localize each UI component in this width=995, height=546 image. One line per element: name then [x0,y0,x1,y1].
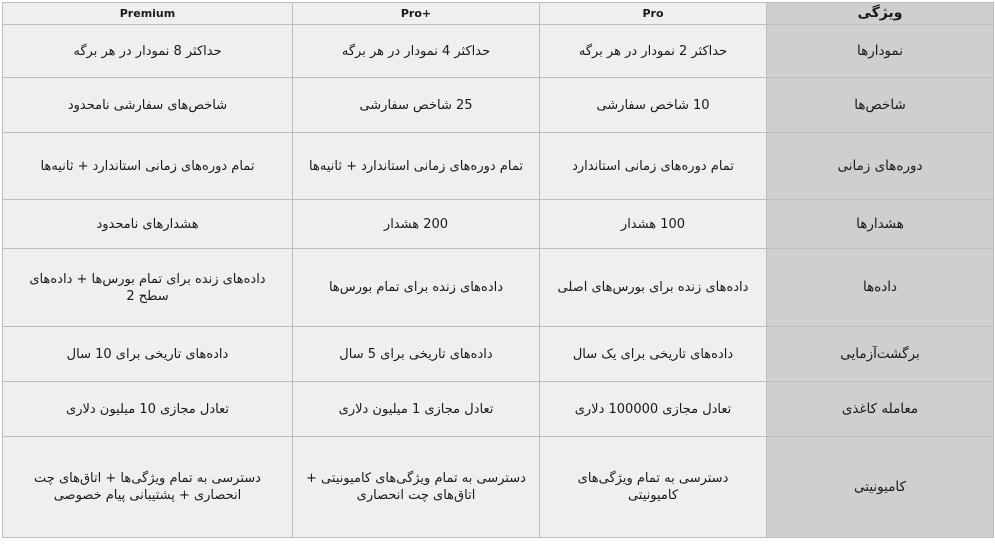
header-row [3,3,994,25]
table-row [3,133,994,200]
premium-cell: شاخص‌های سفارشی نامحدود [3,78,293,133]
pro-cell: حداکثر 2 نمودار در هر برگه [540,25,767,78]
proplus-cell: تعادل مجازی 1 میلیون دلاری [293,382,540,437]
feature-cell: داده‌ها [767,249,994,327]
premium-cell: هشدارهای نامحدود [3,200,293,249]
table-row [3,382,994,437]
pro-cell: 10 شاخص سفارشی [540,78,767,133]
table-row [3,437,994,538]
feature-cell: دوره‌های زمانی [767,133,994,200]
proplus-cell: حداکثر 4 نمودار در هر برگه [293,25,540,78]
premium-cell: تمام دوره‌های زمانی استاندارد + ثانیه‌ها [3,133,293,200]
proplus-cell: تمام دوره‌های زمانی استاندارد + ثانیه‌ها [293,133,540,200]
premium-cell: تعادل مجازی 10 میلیون دلاری [3,382,293,437]
premium-cell: داده‌های زنده برای تمام بورس‌ها + داده‌های سطح 2 [3,249,293,327]
plan-comparison-table [2,2,994,538]
table-row [3,200,994,249]
feature-cell: کامیونیتی [767,437,994,538]
table-row [3,25,994,78]
feature-cell: برگشت‌آزمایی [767,327,994,382]
comparison-table-container [2,2,994,538]
table-row [3,327,994,382]
header-pro: Pro [540,3,767,25]
pro-cell: تمام دوره‌های زمانی استاندارد [540,133,767,200]
pro-cell: داده‌های زنده برای بورس‌های اصلی [540,249,767,327]
premium-cell: دسترسی به تمام ویژگی‌ها + اتاق‌های چت انحصاری + پشتیبانی پیام خصوصی [3,437,293,538]
premium-cell: حداکثر 8 نمودار در هر برگه [3,25,293,78]
feature-cell: شاخص‌ها [767,78,994,133]
premium-cell: داده‌های تاریخی برای 10 سال [3,327,293,382]
pro-cell: 100 هشدار [540,200,767,249]
feature-cell: نمودارها [767,25,994,78]
pro-cell: داده‌های تاریخی برای یک سال [540,327,767,382]
table-row [3,249,994,327]
header-feature: ویژگی [767,3,994,25]
feature-cell: معامله کاغذی [767,382,994,437]
proplus-cell: 25 شاخص سفارشی [293,78,540,133]
header-proplus: Pro+ [293,3,540,25]
proplus-cell: داده‌های زنده برای تمام بورس‌ها [293,249,540,327]
proplus-cell: 200 هشدار [293,200,540,249]
proplus-cell: داده‌های تاریخی برای 5 سال [293,327,540,382]
pro-cell: دسترسی به تمام ویژگی‌های کامیونیتی [540,437,767,538]
pro-cell: تعادل مجازی 100000 دلاری [540,382,767,437]
header-premium: Premium [3,3,293,25]
proplus-cell: دسترسی به تمام ویژگی‌های کامیونیتی + اتاق‌های چت انحصاری [293,437,540,538]
feature-cell: هشدارها [767,200,994,249]
table-row [3,78,994,133]
